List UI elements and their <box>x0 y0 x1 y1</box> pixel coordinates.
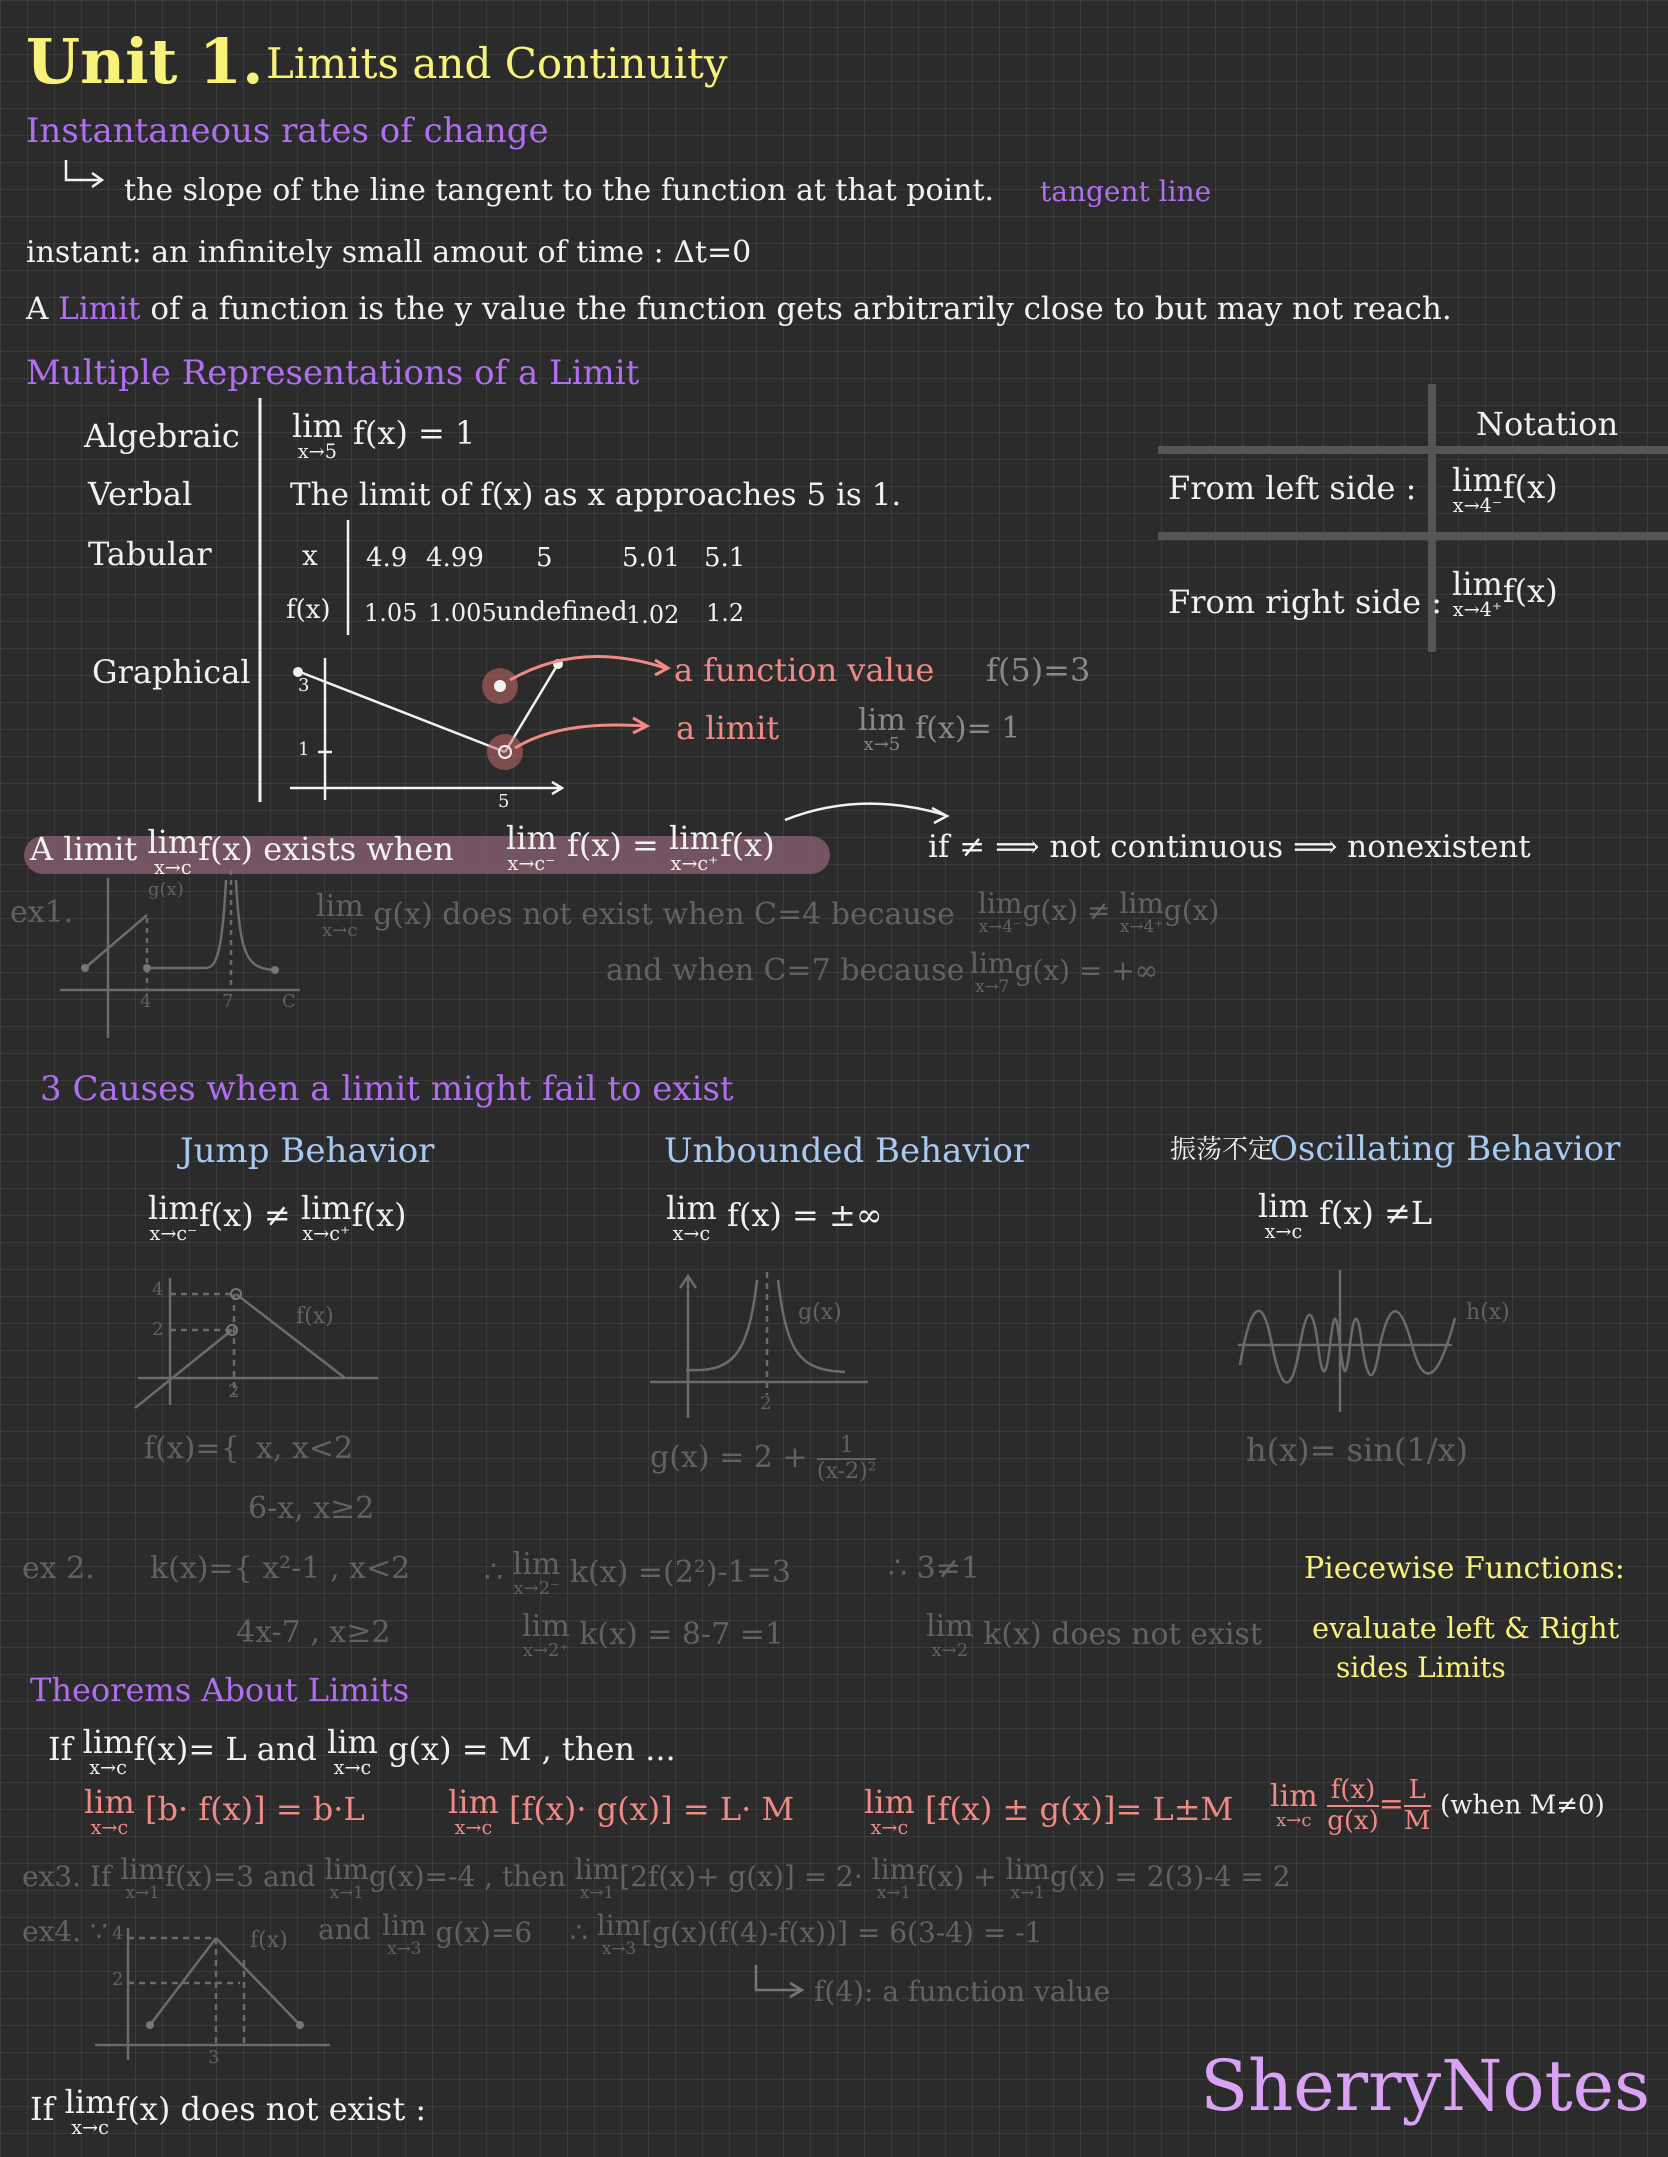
exists-condition: lim x→c⁻ f(x) = lim x→c⁺ f(x) <box>506 819 775 875</box>
notation-left-expr: lim x→4⁻ f(x) <box>1452 461 1558 517</box>
notation-right-expr: lim x→4⁺ f(x) <box>1452 565 1558 621</box>
ex4-f-label: f(x) <box>250 1928 288 1953</box>
ex3-line: ex3. If lim x→1 f(x)=3 and lim x→1 g(x)=-4 , then lim x→1 [2f(x)+ g(x)] = 2· lim x→1 f(x) + lim x→1 g(x) = 2(3)-4 = 2 <box>22 1853 1291 1902</box>
ex4-and: and <box>318 1913 371 1946</box>
unbounded-tick-2: 2 <box>760 1393 772 1414</box>
ex4-tick-2: 2 <box>112 1969 124 1990</box>
jump-piece-a: f(x)={ <box>144 1431 240 1466</box>
piecewise-note-1: evaluate left & Right <box>1312 1611 1620 1645</box>
ex4-hook-arrow-icon <box>756 1965 802 1997</box>
ex1-line1b: lim x→4⁻ g(x) ≠ lim x→4⁺ g(x) <box>978 887 1220 936</box>
ex1-line2: and when C=7 because <box>606 953 965 988</box>
verbal-text: The limit of f(x) as x approaches 5 is 1. <box>290 477 902 513</box>
piecewise-heading: Piecewise Functions: <box>1304 1551 1625 1586</box>
limit-definition: A Limit of a function is the y value the function gets arbitrarily close to but may not reach. <box>26 291 1452 327</box>
ex2-not-equal: ∴ 3≠1 <box>888 1551 980 1586</box>
table-x-0: 4.9 <box>366 543 408 573</box>
table-f-label: f(x) <box>286 595 331 625</box>
graph-tick-5: 5 <box>498 791 510 812</box>
unit-number: Unit 1. <box>26 25 264 98</box>
unbounded-expr: lim x→c f(x) = ±∞ <box>666 1189 883 1245</box>
oscillating-graph <box>1238 1270 1455 1412</box>
ex1-tick-c: C <box>282 991 296 1012</box>
table-x-2: 5 <box>536 543 553 573</box>
graphical-graph <box>290 658 562 800</box>
ex4-label: ex4. ∵ <box>22 1915 108 1948</box>
unbounded-g-def: g(x) = 2 + $\frac{1}{\text{(x-2)²}}$ <box>650 1433 877 1485</box>
table-x-label: x <box>302 539 318 572</box>
ex4-graph <box>95 1928 330 2060</box>
osc-h-def: h(x)= sin(1/x) <box>1246 1431 1469 1469</box>
table-x-1: 4.99 <box>426 543 484 573</box>
graph-tick-3: 3 <box>298 675 310 696</box>
ex2-k-b: 4x-7 , x≥2 <box>236 1615 391 1650</box>
rule-sum: lim x→c [f(x) ± g(x)]= L±M <box>864 1783 1234 1839</box>
table-x-4: 5.1 <box>704 543 746 573</box>
ex2-left-limit: ∴ lim x→2⁻ k(x) =(2²)-1=3 <box>484 1547 791 1599</box>
algebraic-expr: lim x→5 f(x) = 1 <box>292 407 476 463</box>
heading-instantaneous: Instantaneous rates of change <box>26 111 549 151</box>
table-f-1: 1.005 <box>428 599 497 627</box>
tangent-line-label: tangent line <box>1040 175 1212 208</box>
limit-exists-text: A limit lim x→c f(x) exists when <box>30 823 454 879</box>
ex2-right-limit: lim x→2⁺ k(x) = 8-7 =1 <box>522 1609 784 1661</box>
not-continuous-text: if ≠ ⟹ not continuous ⟹ nonexistent <box>928 829 1531 865</box>
ex1-line2b: lim x→7 g(x) = +∞ <box>970 947 1159 996</box>
unbounded-heading: Unbounded Behavior <box>664 1131 1030 1171</box>
ex1-tick-7: 7 <box>222 991 234 1012</box>
ex2-label: ex 2. <box>22 1551 95 1586</box>
rule-scalar: lim x→c [b· f(x)] = b·L <box>84 1783 365 1839</box>
limit-highlight <box>487 734 523 770</box>
jump-expr: lim x→c⁻ f(x) ≠ lim x→c⁺ f(x) <box>148 1189 407 1245</box>
slope-text: the slope of the line tangent to the function at that point. <box>124 173 995 208</box>
ex2-k-a: k(x)={ x²-1 , x<2 <box>150 1551 411 1586</box>
ex4-result: ∴ lim x→3 [g(x)(f(4)-f(x))] = 6(3-4) = -1 <box>570 1909 1043 1958</box>
table-f-2: undefined <box>496 597 628 627</box>
ex1-label: ex1. <box>10 895 74 930</box>
oscillating-heading: Oscillating Behavior <box>1270 1129 1621 1169</box>
limit-label: a limit <box>676 709 780 747</box>
jump-tick-2: 2 <box>152 1319 164 1340</box>
unbounded-g-label: g(x) <box>798 1300 842 1325</box>
ex4-tick-3: 3 <box>208 2047 220 2068</box>
piecewise-note-2: sides Limits <box>1336 1651 1506 1684</box>
table-f-4: 1.2 <box>706 599 745 627</box>
table-x-3: 5.01 <box>622 543 680 573</box>
label-algebraic: Algebraic <box>84 417 240 455</box>
function-value-label: a function value <box>674 651 935 689</box>
dne-heading: If lim x→c f(x) does not exist : <box>30 2083 427 2139</box>
notation-right-label: From right side : <box>1168 583 1442 621</box>
label-verbal: Verbal <box>88 475 193 513</box>
unit-title: Limits and Continuity <box>266 39 728 88</box>
unbounded-graph <box>650 1272 868 1418</box>
label-tabular: Tabular <box>88 535 212 573</box>
rule-product: lim x→c [f(x)· g(x)] = L· M <box>448 1783 795 1839</box>
arrow-to-if <box>785 804 945 820</box>
heading-3-causes: 3 Causes when a limit might fail to exist <box>40 1069 734 1109</box>
brand-watermark: SherryNotes <box>1200 2045 1650 2127</box>
jump-f-label: f(x) <box>296 1304 334 1329</box>
jump-tick-4: 4 <box>152 1279 164 1300</box>
jump-heading: Jump Behavior <box>180 1131 435 1171</box>
ex4-note: f(4): a function value <box>814 1975 1111 2008</box>
arrow-function-value <box>510 656 665 680</box>
jump-piece-b: x, x<2 <box>256 1431 354 1466</box>
osc-chinese: 振荡不定 <box>1170 1135 1275 1165</box>
ex1-g-label: g(x) <box>148 879 184 900</box>
instant-text: instant: an infinitely small amout of time : Δt=0 <box>26 235 752 270</box>
rule-quotient: lim x→c $\frac{f(x)}{g(x)}$ = $\frac{L}{M}$ (when M≠0) <box>1270 1775 1605 1836</box>
theorem-if: If lim x→c f(x)= L and lim x→c g(x) = M , then ... <box>48 1723 676 1779</box>
notation-left-label: From left side : <box>1168 469 1417 507</box>
function-value-eq: f(5)=3 <box>986 651 1091 689</box>
hook-arrow-icon <box>66 160 102 187</box>
limit-eq: lim x→5 f(x)= 1 <box>858 703 1021 755</box>
graph-tick-1: 1 <box>298 739 310 760</box>
jump-piece-c: 6-x, x≥2 <box>248 1491 375 1526</box>
ex1-tick-4: 4 <box>140 991 152 1012</box>
ex2-dne: lim x→2 k(x) does not exist <box>926 1609 1262 1661</box>
jump-graph <box>135 1278 378 1408</box>
table-f-3: 1.02 <box>626 601 680 629</box>
table-f-0: 1.05 <box>364 599 418 627</box>
heading-representations: Multiple Representations of a Limit <box>26 353 640 393</box>
oscillating-expr: lim x→c f(x) ≠L <box>1258 1187 1433 1243</box>
ex4-tick-4: 4 <box>112 1923 124 1944</box>
jump-tick-2x: 2 <box>228 1381 240 1402</box>
label-graphical: Graphical <box>92 653 251 691</box>
arrow-limit <box>515 725 645 748</box>
ex4-g: lim x→3 g(x)=6 <box>382 1909 533 1958</box>
ex1-line1: lim x→c g(x) does not exist when C=4 because <box>316 889 955 941</box>
osc-h-label: h(x) <box>1466 1300 1510 1325</box>
heading-theorems: Theorems About Limits <box>30 1671 410 1709</box>
notation-heading: Notation <box>1476 405 1619 443</box>
